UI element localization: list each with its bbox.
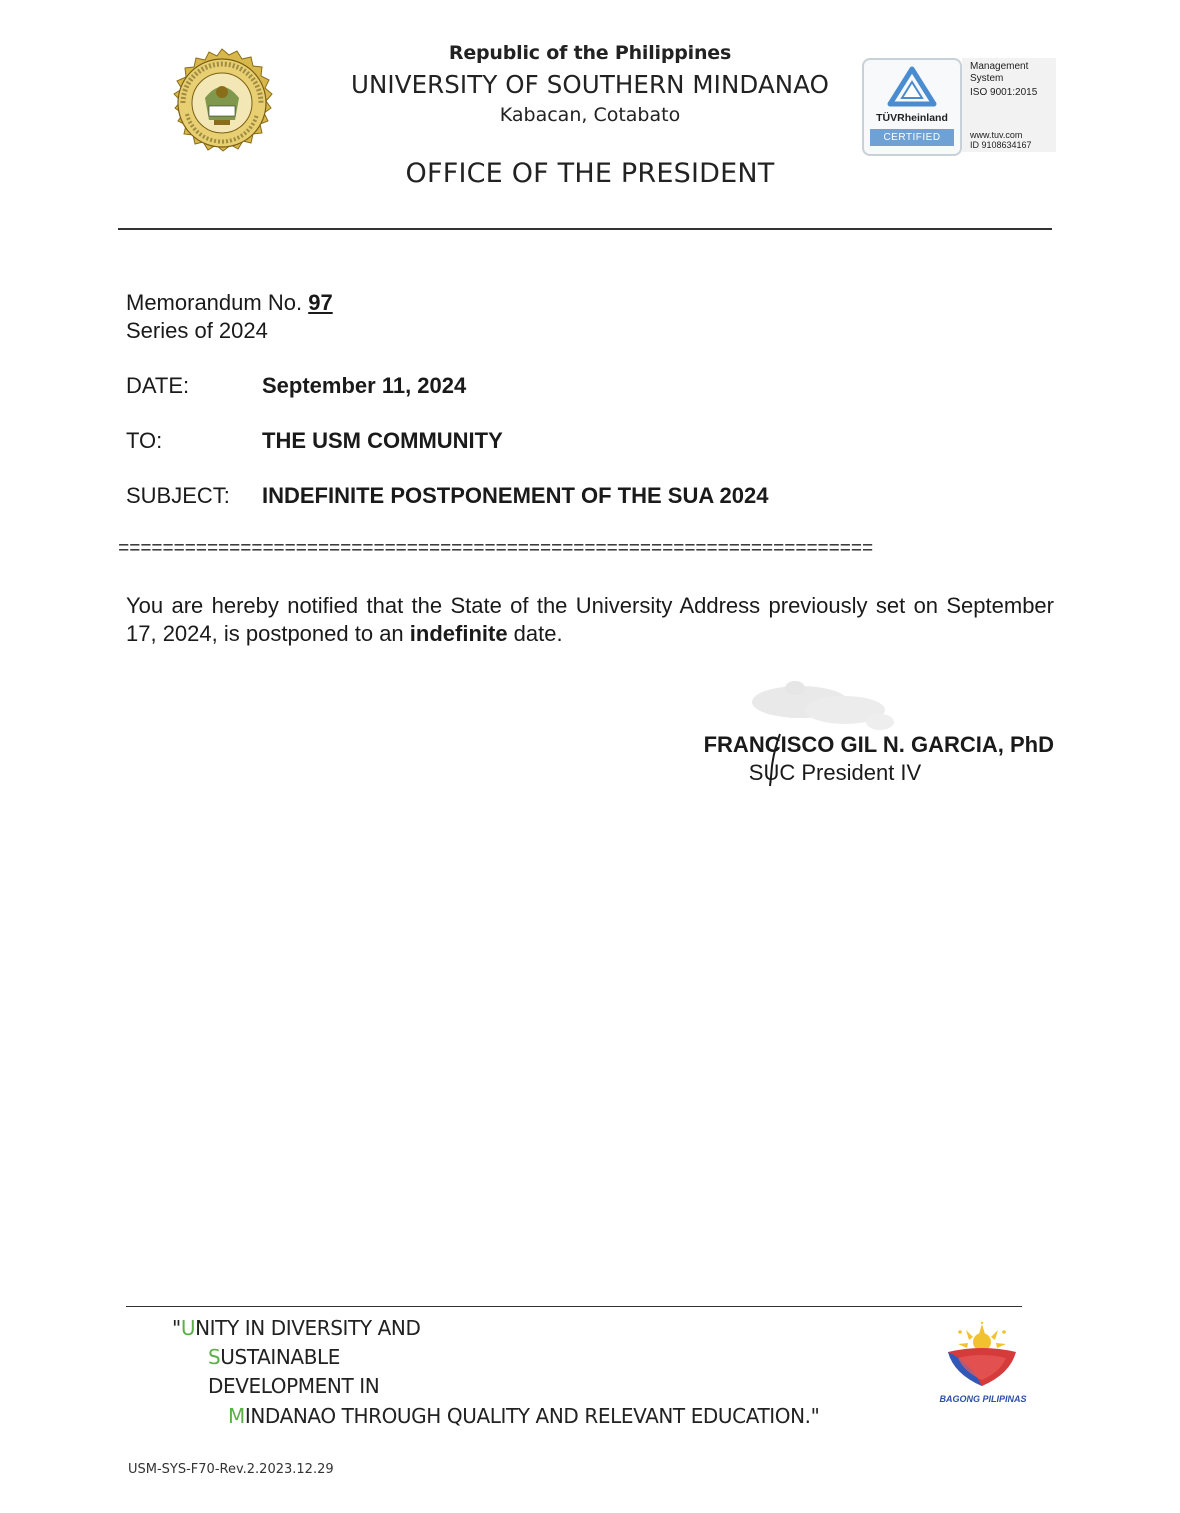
date-value: September 11, 2024	[262, 373, 467, 398]
subject-value: INDEFINITE POSTPONEMENT OF THE SUA 2024	[262, 483, 769, 508]
body-text-before: You are hereby notified that the State of the University Address previously set on September 17, 2024, is postponed to an	[126, 593, 1054, 646]
certification-details	[962, 58, 1056, 152]
republic-heading: Republic of the Philippines	[448, 42, 732, 64]
motto-line-3	[208, 1374, 379, 1398]
motto-text-1: NITY IN DIVERSITY AND	[195, 1316, 421, 1340]
redacted-signature-image	[745, 680, 895, 732]
footer-divider	[126, 1306, 1022, 1307]
university-name: UNIVERSITY OF SOUTHERN MINDANAO	[350, 70, 830, 99]
motto-initial-s: S	[208, 1345, 221, 1369]
bagong-pilipinas-logo	[940, 1322, 1024, 1392]
memo-number	[126, 290, 333, 316]
university-location: Kabacan, Cotabato	[499, 104, 681, 126]
to-value: THE USM COMMUNITY	[262, 428, 503, 453]
cert-line-1: Management	[970, 61, 1029, 72]
tuv-triangle-icon	[886, 66, 938, 110]
motto-initial-m: M	[228, 1404, 245, 1428]
motto-line-2	[208, 1345, 340, 1369]
memo-number-label: Memorandum No.	[126, 290, 303, 315]
motto-line-4	[228, 1404, 819, 1428]
signature-stroke	[760, 730, 790, 790]
office-title: OFFICE OF THE PRESIDENT	[405, 158, 775, 189]
cert-id: ID 9108634167	[970, 140, 1032, 150]
cert-url: www.tuv.com	[970, 130, 1023, 140]
cert-line-2: System	[970, 73, 1004, 84]
separator-line: ====================================================================	[118, 538, 873, 560]
university-seal-logo	[165, 48, 279, 162]
signatory-title: SUC President IV	[748, 760, 922, 785]
motto-text-4: INDANAO THROUGH QUALITY AND RELEVANT EDUCATION."	[244, 1404, 820, 1428]
to-label: TO:	[126, 428, 163, 453]
date-label: DATE:	[126, 373, 190, 398]
tuv-brand-label: TÜVRheinland	[876, 112, 948, 124]
memo-body	[126, 592, 1054, 648]
tuv-certification-badge	[862, 58, 962, 156]
memo-number-value: 97	[308, 290, 333, 315]
signatory-name: FRANCISCO GIL N. GARCIA, PhD	[703, 732, 1054, 757]
motto-line-1	[172, 1316, 420, 1340]
form-code: USM-SYS-F70-Rev.2.2023.12.29	[128, 1462, 334, 1477]
body-text-after: date.	[507, 621, 563, 646]
subject-label: SUBJECT:	[126, 483, 230, 508]
memo-series: Series of 2024	[126, 318, 268, 343]
certified-label: CERTIFIED	[870, 129, 954, 146]
bagong-pilipinas-label: BAGONG PILIPINAS	[939, 1394, 1027, 1404]
motto-text-3: DEVELOPMENT IN	[208, 1374, 380, 1398]
header-divider	[118, 228, 1052, 230]
motto-text-2: USTAINABLE	[220, 1345, 341, 1369]
motto-initial-u: U	[180, 1316, 196, 1340]
body-emphasis: indefinite	[409, 621, 508, 646]
cert-iso: ISO 9001:2015	[970, 87, 1038, 98]
motto-quote: "	[172, 1316, 181, 1340]
